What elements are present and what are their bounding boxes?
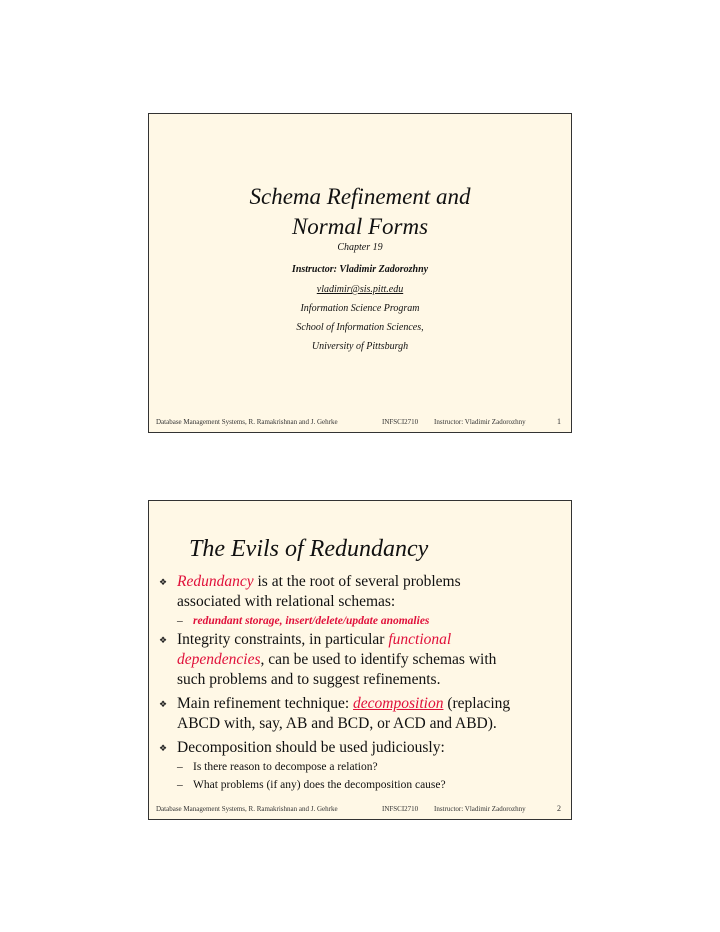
bullet-text: , can be used to identify schemas with	[260, 651, 497, 668]
bullet-text: Integrity constraints, in particular	[177, 631, 389, 648]
footer-instructor: Instructor: Vladimir Zadorozhny	[434, 418, 526, 426]
bullet-text: Main refinement technique:	[177, 695, 354, 712]
diamond-bullet-icon: ❖	[159, 699, 168, 709]
title-line-2: Normal Forms	[291, 214, 429, 239]
footer-course: INFSCI2710	[382, 418, 419, 426]
bullet-item	[157, 572, 563, 612]
bullet-text: Decomposition should be used judiciously:	[177, 739, 445, 756]
sub-bullet-item	[157, 776, 563, 794]
page-number: 2	[557, 804, 561, 813]
sub-bullet-text: Is there reason to decompose a relation?	[193, 761, 378, 773]
instructor-name: Instructor: Vladimir Zadorozhny	[291, 264, 429, 275]
sub-bullet-text: redundant storage, insert/delete/update anomalies	[193, 615, 430, 627]
slide-2	[148, 500, 572, 820]
footer-course: INFSCI2710	[382, 805, 419, 813]
dash-icon: –	[177, 615, 183, 627]
functional-term: functional	[388, 631, 452, 648]
chapter-label: Chapter 19	[337, 242, 383, 253]
university-name: University of Pittsburgh	[311, 341, 409, 352]
bullet-item	[157, 738, 563, 758]
bullet-text: (replacing	[443, 695, 511, 712]
footer-book: Database Management Systems, R. Ramakrishnan and J. Gehrke	[156, 418, 338, 426]
sub-bullet-item	[157, 758, 563, 776]
bullet-item	[157, 630, 563, 690]
bullet-text: such problems and to suggest refinements.	[177, 671, 441, 688]
bullet-text: is at the root of several problems	[253, 573, 461, 590]
dependencies-term: dependencies	[177, 651, 261, 668]
footer-instructor: Instructor: Vladimir Zadorozhny	[434, 805, 526, 813]
school-name: School of Information Sciences,	[296, 322, 424, 333]
diamond-bullet-icon: ❖	[159, 577, 168, 587]
title-line-1: Schema Refinement and	[249, 184, 471, 209]
slide-2-title: The Evils of Redundancy	[189, 536, 429, 562]
diamond-bullet-icon: ❖	[159, 743, 168, 753]
footer-book: Database Management Systems, R. Ramakrishnan and J. Gehrke	[156, 805, 338, 813]
page-number: 1	[557, 417, 561, 426]
dash-icon: –	[177, 761, 183, 773]
decomposition-term: decomposition	[353, 695, 444, 712]
slide-footer	[156, 804, 563, 814]
slide-2-body	[157, 572, 563, 794]
bullet-text: ABCD with, say, AB and BCD, or ACD and ABD).	[177, 715, 497, 732]
slide-footer	[156, 417, 563, 427]
bullet-item	[157, 694, 563, 734]
dash-icon: –	[177, 779, 183, 791]
sub-bullet-item	[157, 612, 563, 630]
sub-bullet-text: What problems (if any) does the decomposition cause?	[193, 779, 446, 791]
instructor-email-link[interactable]: vladimir@sis.pitt.edu	[316, 284, 404, 295]
program-name: Information Science Program	[300, 303, 420, 314]
slide-1	[148, 113, 572, 433]
redundancy-term: Redundancy	[177, 573, 254, 590]
slide-1-title	[149, 182, 571, 242]
bullet-text: associated with relational schemas:	[177, 593, 396, 610]
diamond-bullet-icon: ❖	[159, 635, 168, 645]
